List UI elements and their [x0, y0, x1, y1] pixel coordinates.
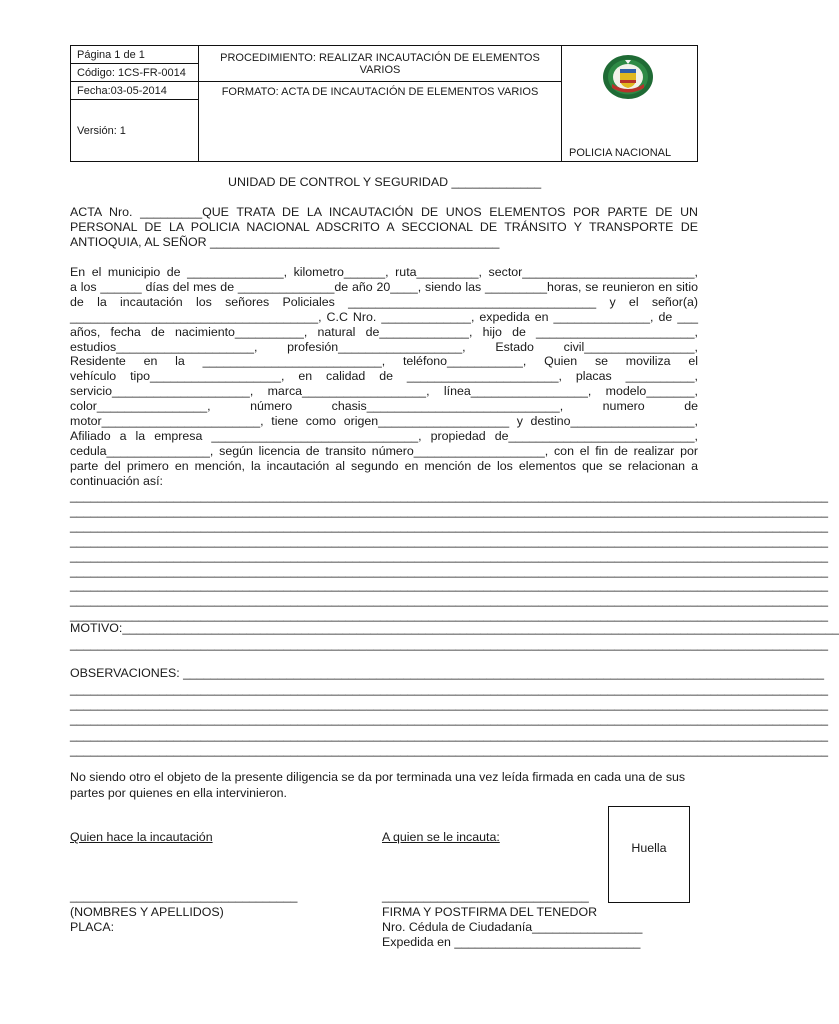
logo-cell [562, 46, 698, 162]
blank-line: ______________________________________________________________________________________________________________ [70, 742, 829, 757]
left-name-label: (NOMBRES Y APELLIDOS) [70, 905, 224, 919]
form-line: Afiliado a la empresa ______________________________, propiedad de___________________________, [70, 428, 698, 443]
unit-line: UNIDAD DE CONTROL Y SEGURIDAD _____________ [228, 175, 542, 189]
blank-line: ______________________________________________________________________________________________________________ [70, 712, 829, 727]
acta-line: ANTIOQUIA, AL SEÑOR __________________________________________ [70, 235, 500, 249]
blank-line: ______________________________________________________________________________________________________________ [70, 608, 829, 623]
org-name: POLICIA NACIONAL [569, 147, 672, 159]
blank-line: ______________________________________________________________________________________________________________ [70, 548, 829, 563]
page-number: Página 1 de 1 [71, 46, 199, 64]
form-line: Residente en la __________________________, teléfono___________, Quien se moviliza el [70, 354, 698, 369]
right-signature-line: ______________________________ [382, 889, 589, 903]
blank-line: ______________________________________________________________________________________________________________ [70, 593, 829, 608]
blank-line: ______________________________________________________________________________________________________________ [70, 637, 829, 651]
form-line: ____________________________________, C.C Nro. _____________, expedida en ______________, de ___ [70, 309, 698, 324]
right-signature-title: A quien se le incauta: [382, 830, 500, 844]
left-signature-line: _________________________________ [70, 889, 298, 903]
document-code: Código: 1CS-FR-0014 [71, 64, 199, 82]
blank-line: ______________________________________________________________________________________________________________ [70, 682, 829, 696]
document-date: Fecha:03-05-2014 [71, 82, 199, 100]
right-sign-label: FIRMA Y POSTFIRMA DEL TENEDOR [382, 905, 598, 919]
right-id-label: Nro. Cédula de Ciudadanía________________ [382, 920, 643, 934]
blank-line: ______________________________________________________________________________________________________________ [70, 503, 829, 518]
format-title: FORMATO: ACTA DE INCAUTACIÓN DE ELEMENTOS VARIOS [199, 82, 562, 162]
closing-line: No siendo otro el objeto de la presente diligencia se da por terminada una vez leída firmada en cada una de sus [70, 770, 686, 784]
form-line: parte del primero en mención, la incautación al segundo en mención de los elementos que se relacionan a [70, 458, 698, 473]
motivo-blank: ________________________________________________________________________________________________________ [122, 621, 839, 635]
form-line: años, fecha de nacimiento__________, natural de_____________, hijo de _______________________, [70, 324, 698, 339]
form-line: servicio____________________, marca__________________, línea_________________, modelo_______, [70, 384, 698, 399]
right-expedida-label: Expedida en ___________________________ [382, 935, 641, 949]
blank-line: ______________________________________________________________________________________________________________ [70, 727, 829, 742]
observaciones-blank: _____________________________________________________________________________________________ [183, 666, 825, 680]
form-line: color________________, número chasis____________________________, numero de [70, 399, 698, 414]
form-line: de la incautación los señores Policiales ____________________________________ y el señor(a) [70, 294, 698, 309]
fingerprint-label: Huella [631, 841, 667, 855]
motivo-label: MOTIVO: [70, 621, 123, 635]
closing-line: partes por quienes en ella intervinieron. [70, 786, 287, 800]
police-seal-icon [602, 54, 654, 100]
form-line: motor_______________________, tiene como origen___________________ y destino__________________, [70, 414, 698, 428]
form-line: a los ______ días del mes de ______________de año 20____, siendo las _________horas, se reunieron en sitio [70, 279, 698, 294]
procedure-title: PROCEDIMIENTO: REALIZAR INCAUTACIÓN DE ELEMENTOS VARIOS [199, 46, 562, 82]
blank-line: ______________________________________________________________________________________________________________ [70, 518, 829, 533]
form-line: vehículo tipo___________________, en calidad de ______________________, placas __________, [70, 369, 698, 384]
document-version: Versión: 1 [71, 100, 199, 162]
form-line: En el municipio de ______________, kilometro______, ruta_________, sector_________________________, [70, 265, 698, 279]
document-header [70, 45, 698, 162]
motivo-line [70, 621, 839, 636]
left-plate-label: PLACA: [70, 920, 115, 934]
acta-line: ACTA Nro. _________QUE TRATA DE LA INCAUTACIÓN DE UNOS ELEMENTOS POR PARTE DE UN [70, 205, 698, 219]
acta-line: PERSONAL DE LA POLICIA NACIONAL ADSCRITO A SECCIONAL DE TRÁNSITO Y TRANSPORTE DE [70, 220, 698, 234]
form-line: cedula_______________, según licencia de transito número___________________, con el fin de realizar por [70, 443, 698, 458]
observaciones-line [70, 666, 825, 681]
blank-line: ______________________________________________________________________________________________________________ [70, 697, 829, 712]
form-line: estudios____________________, profesión__________________, Estado civil________________, [70, 339, 698, 354]
blank-line: ______________________________________________________________________________________________________________ [70, 578, 829, 593]
blank-line: ______________________________________________________________________________________________________________ [70, 563, 829, 578]
fingerprint-box [608, 806, 690, 903]
continuation-label: continuación así: [70, 474, 163, 488]
observaciones-label: OBSERVACIONES: [70, 666, 184, 680]
blank-line: ______________________________________________________________________________________________________________ [70, 533, 829, 548]
blank-line: ______________________________________________________________________________________________________________ [70, 489, 829, 503]
left-signature-title: Quien hace la incautación [70, 830, 213, 844]
